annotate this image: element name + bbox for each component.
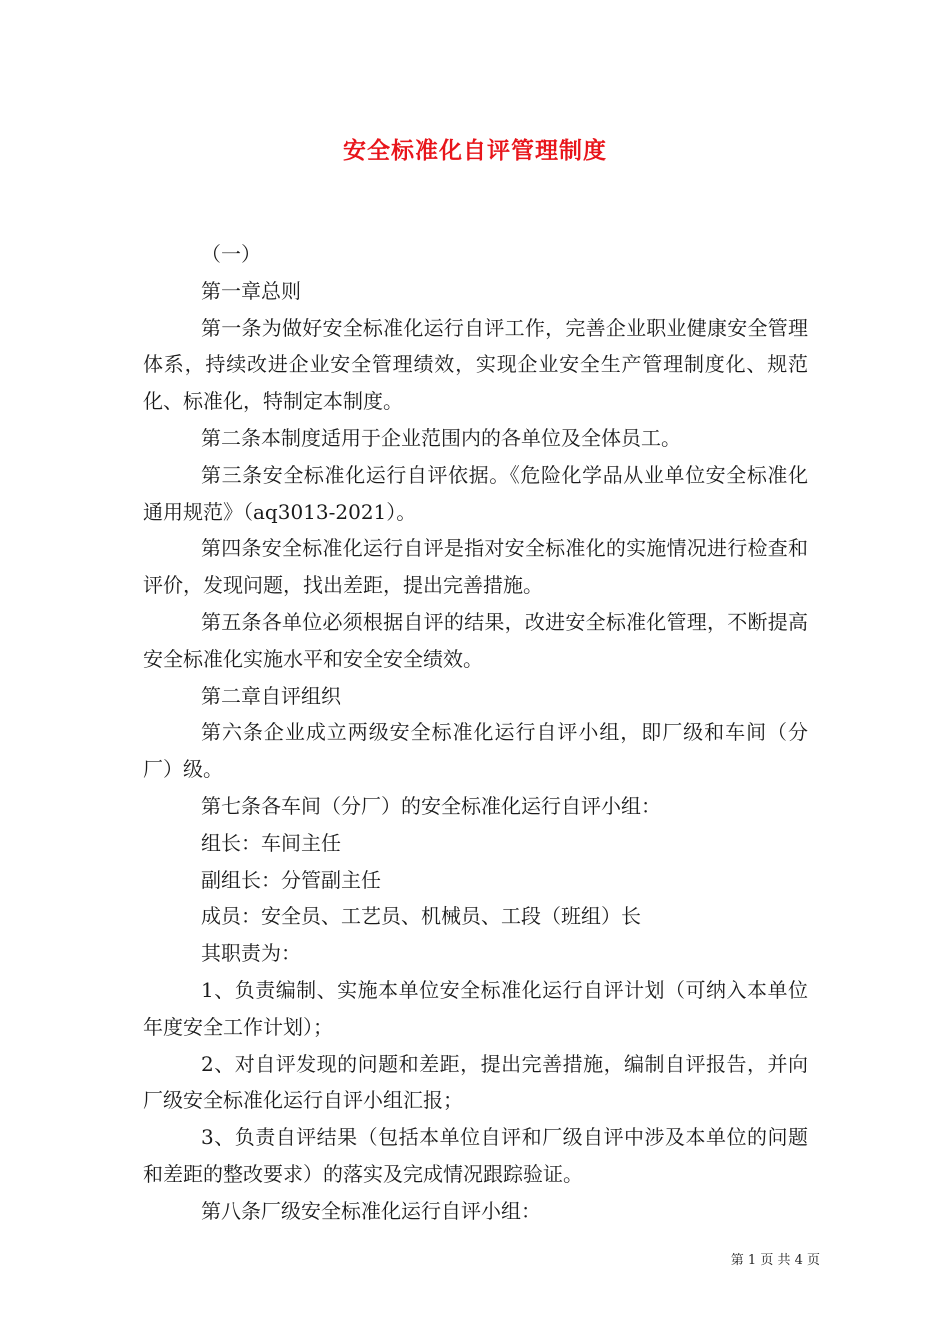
paragraph: 第四条安全标准化运行自评是指对安全标准化的实施情况进行检查和评价，发现问题，找出差距，提出完善措施。 <box>143 536 808 598</box>
paragraph: 第一条为做好安全标准化运行自评工作，完善企业职业健康安全管理体系，持续改进企业安全管理绩效，实现企业安全生产管理制度化、规范化、标准化，特制定本制度。 <box>143 315 808 414</box>
document-body <box>143 236 808 1230</box>
document-title: 安全标准化自评管理制度 <box>343 138 607 164</box>
list-item: 3、负责自评结果（包括本单位自评和厂级自评中涉及本单位的问题和差距的整改要求）的落实及完成情况跟踪验证。 <box>143 1125 808 1186</box>
page-number: 第 1 页 共 4 页 <box>730 1253 820 1268</box>
paragraph: 副组长：分管副主任 <box>201 867 381 892</box>
paragraph: 第三条安全标准化运行自评依据。《危险化学品从业单位安全标准化通用规范》（aq3013-2021）。 <box>143 462 808 524</box>
paragraph: （一） <box>201 242 261 266</box>
chapter-heading: 第二章自评组织 <box>201 683 341 708</box>
paragraph: 第五条各单位必须根据自评的结果，改进安全标准化管理，不断提高安全标准化实施水平和安全安全绩效。 <box>143 609 808 671</box>
paragraph: 第七条各车间（分厂）的安全标准化运行自评小组： <box>201 793 661 818</box>
paragraph: 组长：车间主任 <box>201 830 341 855</box>
paragraph: 第八条厂级安全标准化运行自评小组： <box>201 1198 541 1223</box>
paragraph: 其职责为： <box>201 941 301 966</box>
list-item: 2、对自评发现的问题和差距，提出完善措施，编制自评报告，并向厂级安全标准化运行自评小组汇报； <box>143 1051 808 1113</box>
list-item: 1、负责编制、实施本单位安全标准化运行自评计划（可纳入本单位年度安全工作计划）； <box>143 977 808 1039</box>
paragraph: 成员：安全员、工艺员、机械员、工段（班组）长 <box>201 904 641 929</box>
paragraph: 第二条本制度适用于企业范围内的各单位及全体员工。 <box>201 425 681 450</box>
paragraph: 第六条企业成立两级安全标准化运行自评小组，即厂级和车间（分厂）级。 <box>143 720 808 782</box>
chapter-heading: 第一章总则 <box>201 278 301 303</box>
